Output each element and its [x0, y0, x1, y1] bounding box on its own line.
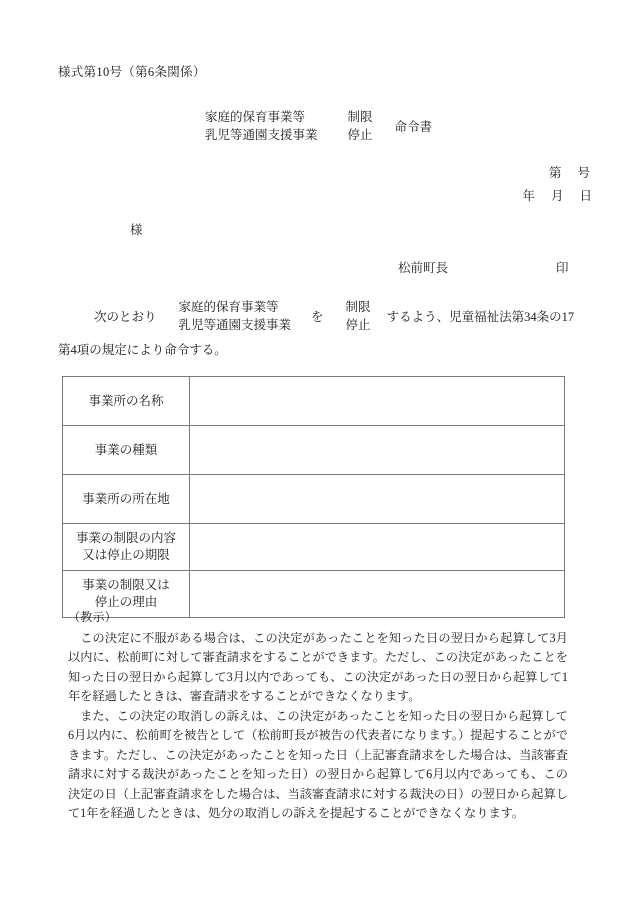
instructions-paragraph-2: また、この決定の取消しの訴えは、この決定があったことを知った日の翌日から起算して6月以内に、松前町を被告として（松前町長が被告の代表者になります。）提起することができます。ただし、この決定があったことを知った日（上記審査請求をした場合は、当該審査請求に対する裁決があったことを知った日）の翌日から起算して6月以内であっても、この決定の日（上記審査請求をした場合は、当該審査請求に対する裁決の日）の翌日から起算して1年を経過したときは、処分の取消しの訴えを提起することができなくなります。	[68, 708, 568, 820]
order-statement-line-2: 第4項の規定により命令する。	[58, 343, 227, 357]
instructions-paragraph-1: この決定に不服がある場合は、この決定があったことを知った日の翌日から起算して3月以内に、松前町に対して審査請求をすることができます。ただし、この決定があったことを知った日の翌日から起算して3月以内であっても、この決定があった日の翌日から起算して1年を経過したときは、審査請求をすることができなくなります。	[68, 630, 568, 703]
table-row-label	[63, 377, 190, 426]
form-number: 様式第10号（第6条関係）	[58, 65, 206, 79]
table-row-label-line-1: 事業の種類	[94, 442, 158, 457]
table-row-label-line-1: 事業の制限又は	[82, 578, 170, 592]
table-row-label-line-2: 停止の理由	[94, 595, 158, 609]
issuer-line	[398, 258, 569, 276]
date-day: 日	[579, 189, 592, 203]
business-details-table	[62, 376, 565, 618]
statement-particle: を	[311, 310, 324, 324]
statement-action-stack	[346, 298, 371, 334]
title-action-line-2: 停止	[347, 128, 373, 142]
statement-subject-stack	[179, 298, 292, 334]
table-row-value[interactable]	[190, 426, 565, 475]
issuer-name: 松前町長	[398, 261, 449, 275]
table-row-label	[63, 426, 190, 475]
table-row	[63, 377, 565, 426]
statement-subject-line-1: 家庭的保育事業等	[178, 300, 279, 314]
document-number-prefix: 第	[548, 166, 562, 180]
statement-lead: 次のとおり	[94, 310, 157, 324]
table-row-value[interactable]	[190, 475, 565, 524]
table-row	[63, 475, 565, 524]
order-statement	[58, 298, 578, 358]
statement-action-line-2: 停止	[345, 318, 371, 332]
document-number-line	[549, 163, 590, 181]
title-action-line-1: 制限	[347, 110, 373, 124]
statement-action-line-1: 制限	[345, 300, 371, 314]
statement-subject-line-2: 乳児等通園支援事業	[178, 318, 292, 332]
date-month: 月	[550, 189, 564, 203]
table-row-label	[63, 524, 190, 571]
title-subject-line-1: 家庭的保育事業等	[205, 110, 306, 124]
table-row-label-line-1: 事業所の所在地	[82, 491, 170, 506]
table-row-value[interactable]	[190, 377, 565, 426]
table-row-label-line-2: 又は停止の期限	[82, 548, 170, 562]
instructions-heading: （教示）	[68, 610, 117, 624]
statement-tail: するよう、児童福祉法第34条の17	[386, 310, 575, 324]
table-row-label-line-1: 事業の制限の内容	[75, 531, 176, 545]
date-year: 年	[522, 189, 535, 203]
title-subject-stack	[205, 108, 318, 144]
document-title-block	[205, 108, 432, 144]
seal-mark: 印	[556, 261, 569, 275]
title-action-stack	[348, 108, 373, 144]
document-date-line	[522, 186, 592, 204]
table-row-value[interactable]	[190, 524, 565, 571]
table-row	[63, 524, 565, 571]
title-subject-line-2: 乳児等通園支援事業	[205, 128, 318, 142]
order-statement-line-1	[58, 298, 578, 334]
page-title: 命令書	[394, 120, 433, 134]
table-row-label-line-1: 事業所の名称	[88, 393, 164, 408]
table-row	[63, 426, 565, 475]
table-row-label	[63, 475, 190, 524]
instructions-section	[68, 608, 568, 824]
addressee-honorific: 様	[130, 223, 143, 237]
document-number-suffix: 号	[577, 166, 590, 180]
